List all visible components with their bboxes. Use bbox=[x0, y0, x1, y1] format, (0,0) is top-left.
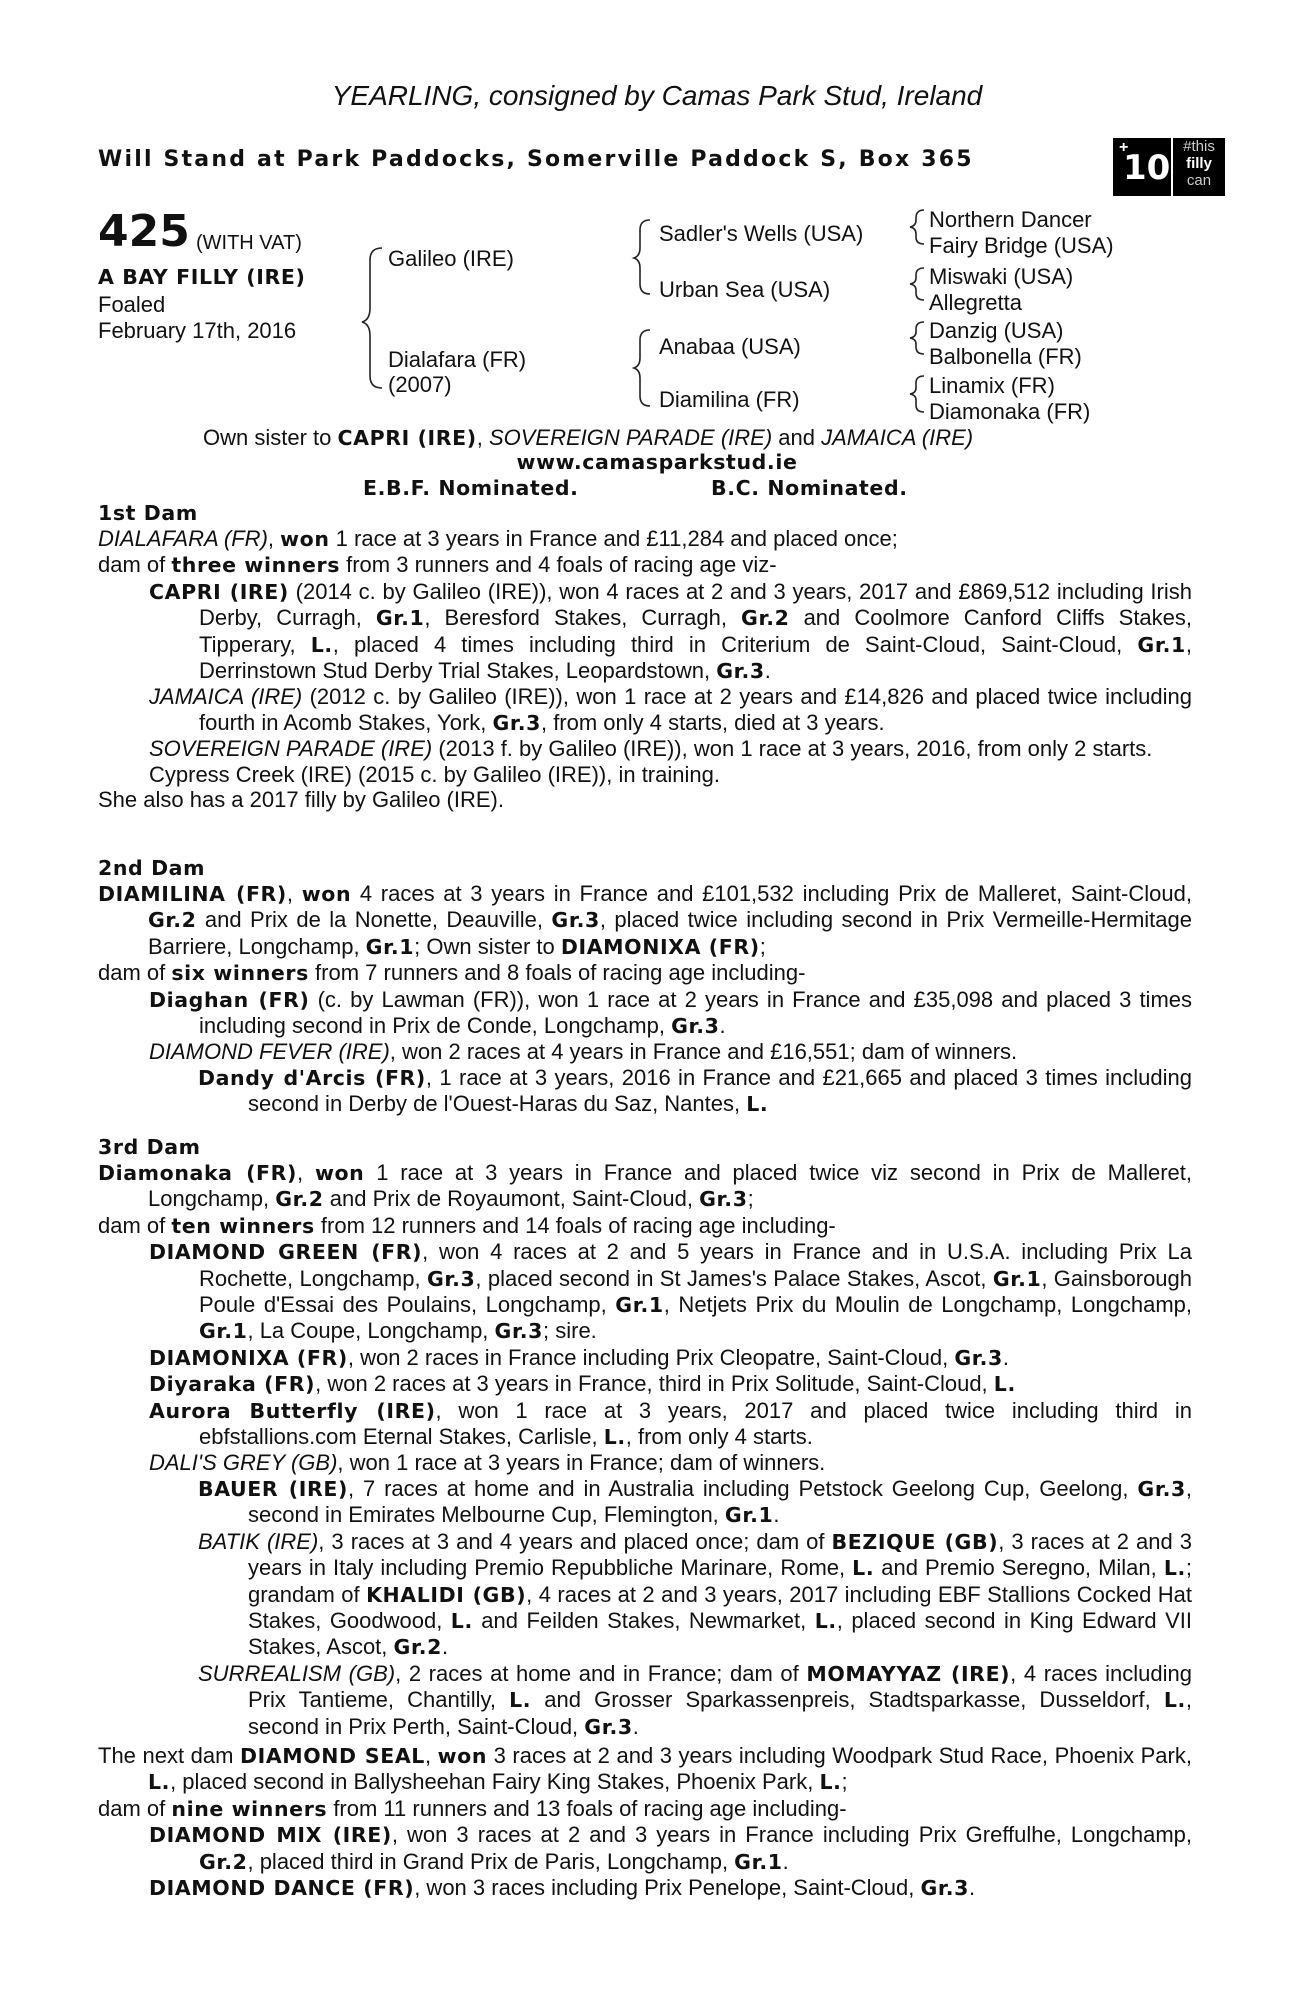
text-sep: , bbox=[286, 881, 302, 906]
sister-sep: , bbox=[476, 425, 489, 450]
horse-name: BAUER (IRE) bbox=[198, 1476, 348, 1501]
text: ; Own sister to bbox=[414, 933, 561, 959]
grade: Gr.3 bbox=[920, 1876, 969, 1901]
lot-name: A BAY FILLY (IRE) bbox=[98, 265, 306, 289]
produce-note-2017: She also has a 2017 filly by Galileo (IRE). bbox=[98, 787, 504, 813]
produce-diamonixa bbox=[98, 1345, 1192, 1371]
text: from 3 runners and 4 foals of racing age viz- bbox=[340, 552, 777, 578]
text: (2012 c. by Galileo (IRE)), won 1 race at 2 years and £14,826 and placed twice including fourth in Acomb Stakes, York, bbox=[199, 684, 1192, 735]
won-label: won bbox=[301, 882, 352, 906]
stand-location: Will Stand at Park Paddocks, Somerville Paddock S, Box 365 bbox=[98, 147, 974, 172]
text: dam of bbox=[98, 1795, 172, 1821]
pedigree-brackets bbox=[360, 200, 960, 430]
text: and Feilden Stakes, Newmarket, bbox=[472, 1607, 815, 1633]
text: , won 4 races at 2 and 5 years in France and in U.S.A. including Prix La Rochette, Longchamp, bbox=[199, 1239, 1192, 1291]
bracket-dd bbox=[910, 376, 924, 412]
text: dam of bbox=[98, 960, 172, 986]
grade: L. bbox=[1163, 1556, 1186, 1581]
bracket-sd bbox=[910, 268, 924, 300]
produce-diamond-dance bbox=[98, 1875, 1192, 1901]
horse-name: DIAMOND MIX (IRE) bbox=[149, 1823, 392, 1848]
pedigree-dds: Linamix (FR) bbox=[929, 373, 1055, 398]
grade: Gr.3 bbox=[1137, 1476, 1186, 1501]
horse-name: BATIK (IRE) bbox=[198, 1528, 319, 1554]
horse-name: DALI'S GREY (GB) bbox=[149, 1450, 338, 1476]
grade: Gr.1 bbox=[375, 606, 425, 631]
sister-and: and bbox=[772, 425, 822, 450]
plus10-logo bbox=[1113, 138, 1171, 196]
grade: Gr.3 bbox=[584, 1714, 633, 1739]
first-dam-section bbox=[98, 526, 1192, 812]
text: ; sire. bbox=[543, 1318, 597, 1344]
text: , 7 races at home and in Australia including Petstock Geelong Cup, Geelong, bbox=[347, 1475, 1138, 1501]
text: . bbox=[632, 1713, 639, 1739]
grade: Gr.2 bbox=[741, 606, 790, 631]
pedigree-sire: Galileo (IRE) bbox=[388, 246, 514, 271]
second-dam-heading: 2nd Dam bbox=[98, 856, 206, 880]
text: (2014 c. by Galileo (IRE)), won 4 races at 2 and 3 years, 2017 and £869,512 including Irish Derby, Curragh, bbox=[199, 578, 1192, 631]
text: , won 3 races at 2 and 3 years in France including Prix Greffulhe, Longchamp, bbox=[391, 1822, 1192, 1848]
horse-name: Dandy d'Arcis (FR) bbox=[198, 1065, 426, 1090]
pedigree-dam: Dialafara (FR) bbox=[388, 347, 527, 372]
pedigree-sss: Northern Dancer bbox=[929, 207, 1092, 232]
text: , Derrinstown Stud Derby Trial Stakes, Leopardstown, bbox=[199, 631, 1192, 684]
grade: Gr.1 bbox=[724, 1503, 774, 1528]
bracket-sire bbox=[634, 220, 650, 294]
grade: L. bbox=[603, 1425, 626, 1450]
text-sep: , bbox=[297, 1160, 315, 1185]
text: ; bbox=[747, 1186, 754, 1212]
text: , placed second in King Edward VII Stakes, Ascot, bbox=[248, 1607, 1192, 1660]
next-dam-produce-summary bbox=[98, 1796, 1192, 1822]
text: and Prix de la Nonette, Deauville, bbox=[196, 907, 552, 933]
pedigree-sire-sire: Sadler's Wells (USA) bbox=[659, 221, 864, 246]
grade: Gr.3 bbox=[716, 659, 765, 684]
horse-name: Aurora Butterfly (IRE) bbox=[149, 1398, 436, 1423]
pedigree-sire-dam: Urban Sea (USA) bbox=[659, 277, 831, 302]
text: , Netjets Prix du Moulin de Longchamp, Longchamp, bbox=[663, 1292, 1192, 1318]
grade: Gr.2 bbox=[393, 1635, 442, 1660]
second-dam-produce-summary bbox=[98, 960, 1192, 986]
logo-filly-text: filly bbox=[1186, 155, 1212, 172]
pedigree-dam-dam: Diamilina (FR) bbox=[659, 387, 800, 412]
text: . bbox=[764, 658, 771, 684]
produce-diyaraka bbox=[98, 1371, 1192, 1397]
grade: Gr.1 bbox=[199, 1319, 248, 1344]
consignor-line: YEARLING, consigned by Camas Park Stud, Ireland bbox=[331, 80, 983, 111]
produce-diamond-mix bbox=[98, 1822, 1192, 1875]
grade: Gr.2 bbox=[275, 1187, 324, 1212]
text: (c. by Lawman (FR)), won 1 race at 2 years in France and £35,098 and placed 3 times including second in Prix de Conde, Longchamp, bbox=[199, 986, 1193, 1039]
text: , from only 4 starts. bbox=[625, 1424, 813, 1450]
bc-nominated: B.C. Nominated. bbox=[711, 476, 908, 500]
grade: Gr.3 bbox=[551, 908, 600, 933]
text: , won 1 race at 3 years in France; dam of winners. bbox=[337, 1450, 826, 1476]
horse-name: DIAMOND SEAL bbox=[239, 1744, 425, 1768]
grade: Gr.3 bbox=[492, 710, 541, 735]
produce-sovereign-parade bbox=[98, 736, 1192, 761]
produce-dalis-grey bbox=[98, 1450, 1192, 1475]
bracket-dam bbox=[634, 330, 650, 406]
horse-name: SOVEREIGN PARADE (IRE) bbox=[149, 736, 433, 762]
produce-jamaica bbox=[98, 684, 1192, 736]
winners-count: three winners bbox=[171, 553, 340, 578]
text: . bbox=[441, 1634, 449, 1660]
produce-diaghan bbox=[98, 987, 1192, 1040]
horse-name: CAPRI (IRE) bbox=[149, 579, 289, 604]
text: , Gainsborough Poule d'Essai des Poulains, Longchamp, bbox=[199, 1265, 1193, 1318]
text: (2013 f. by Galileo (IRE)), won 1 race at 3 years, 2016, from only 2 starts. bbox=[432, 736, 1153, 762]
horse-name: DIAMONIXA (FR) bbox=[149, 1345, 348, 1370]
horse-name: Diaghan (FR) bbox=[149, 987, 310, 1012]
text: , placed third in Grand Prix de Paris, Longchamp, bbox=[247, 1848, 735, 1874]
third-dam-record bbox=[98, 1160, 1192, 1213]
horse-name: DIAMOND DANCE (FR) bbox=[149, 1876, 415, 1901]
text: , won 3 races including Prix Penelope, Saint-Cloud, bbox=[414, 1875, 921, 1901]
text: . bbox=[1002, 1344, 1009, 1370]
pedigree-sdd: Allegretta bbox=[929, 290, 1022, 315]
produce-diamond-fever bbox=[98, 1039, 1192, 1064]
website: www.camasparkstud.ie bbox=[516, 450, 798, 474]
text: , placed twice including second in Prix Vermeille-Hermitage Barriere, Longchamp, bbox=[148, 907, 1192, 959]
horse-name: Diamonaka (FR) bbox=[98, 1161, 297, 1185]
second-dam-section bbox=[98, 881, 1192, 1118]
text: and Premio Seregno, Milan, bbox=[874, 1555, 1164, 1581]
grade: Gr.2 bbox=[199, 1849, 248, 1874]
text: ; bbox=[841, 1769, 848, 1795]
foaled-label: Foaled bbox=[98, 292, 166, 317]
text: , Beresford Stakes, Curragh, bbox=[424, 605, 742, 631]
text: , won 2 races at 4 years in France and £16,551; dam of winners. bbox=[389, 1039, 1018, 1065]
produce-aurora-butterfly bbox=[98, 1398, 1192, 1451]
text: , from only 4 starts, died at 3 years. bbox=[540, 709, 885, 735]
text: , 3 races at 3 and 4 years and placed once; dam of bbox=[318, 1528, 832, 1554]
first-dam-detail: 1 race at 3 years in France and £11,284 and placed once; bbox=[329, 526, 898, 551]
grade: Gr.1 bbox=[992, 1266, 1042, 1291]
next-dam-section bbox=[98, 1743, 1192, 1901]
pedigree-ddd: Diamonaka (FR) bbox=[929, 399, 1091, 424]
text: ; grandam of bbox=[248, 1555, 1192, 1607]
text: 3 races at 2 and 3 years including Woodpark Stud Race, Phoenix Park, bbox=[487, 1743, 1192, 1768]
produce-dandy-darcis bbox=[98, 1065, 1192, 1118]
horse-name: MOMAYYAZ (IRE) bbox=[806, 1661, 1011, 1686]
pedigree-dsd: Balbonella (FR) bbox=[929, 344, 1082, 369]
third-dam-produce-summary bbox=[98, 1213, 1192, 1239]
winners-count: six winners bbox=[171, 961, 309, 986]
first-dam-record bbox=[98, 526, 1192, 552]
text: . bbox=[773, 1502, 780, 1528]
text: and Grosser Sparkassenpreis, Stadtsparkasse, Dusseldorf, bbox=[531, 1687, 1164, 1713]
grade: L. bbox=[450, 1608, 473, 1633]
grade: L. bbox=[509, 1688, 532, 1713]
produce-surrealism bbox=[98, 1661, 1192, 1740]
grade: Gr.3 bbox=[671, 1014, 720, 1039]
text: , La Coupe, Longchamp, bbox=[247, 1318, 495, 1344]
text: from 12 runners and 14 foals of racing age including- bbox=[314, 1212, 836, 1238]
text: and Coolmore Canford Cliffs Stakes, Tipperary, bbox=[199, 605, 1193, 657]
text: from 11 runners and 13 foals of racing age including- bbox=[327, 1795, 847, 1821]
text: , won 2 races in France including Prix Cleopatre, Saint-Cloud, bbox=[347, 1344, 955, 1370]
text: , placed second in St James's Palace Stakes, Ascot, bbox=[475, 1265, 993, 1291]
text-sep: , bbox=[424, 1743, 438, 1768]
third-dam-heading: 3rd Dam bbox=[98, 1135, 201, 1159]
grade: L. bbox=[814, 1608, 837, 1633]
grade: Gr.3 bbox=[426, 1266, 476, 1291]
text: , 3 races at 2 and 3 years in Italy including Premio Repubbliche Marinare, Rome, bbox=[248, 1528, 1192, 1581]
pedigree-dss: Danzig (USA) bbox=[929, 318, 1064, 343]
sister-line bbox=[203, 425, 973, 451]
pedigree-dam-sire: Anabaa (USA) bbox=[659, 334, 801, 359]
horse-name: KHALIDI (GB) bbox=[366, 1582, 527, 1607]
grade: Gr.1 bbox=[615, 1293, 664, 1318]
produce-cypress-creek: Cypress Creek (IRE) (2015 c. by Galileo (IRE)), in training. bbox=[149, 761, 720, 787]
produce-batik bbox=[98, 1529, 1192, 1661]
grade: L. bbox=[819, 1770, 842, 1795]
grade: Gr.3 bbox=[954, 1345, 1003, 1370]
text: dam of bbox=[98, 552, 172, 578]
next-dam-record bbox=[98, 1743, 1192, 1796]
text: The next dam bbox=[98, 1743, 240, 1768]
text: ; bbox=[759, 933, 766, 959]
logo-can-text: can bbox=[1186, 172, 1212, 189]
first-dam-produce-summary bbox=[98, 552, 1192, 578]
text: , won 1 race at 3 years, 2017 and placed twice including third in ebfstallions.com Eternal Stakes, Carlisle, bbox=[199, 1397, 1192, 1450]
horse-name: SURREALISM (GB) bbox=[198, 1660, 396, 1686]
text: , second in Emirates Melbourne Cup, Flemington, bbox=[248, 1475, 1192, 1528]
bracket-main bbox=[362, 248, 382, 388]
text: , won 2 races at 3 years in France, third in Prix Solitude, Saint-Cloud, bbox=[315, 1371, 994, 1397]
text: 4 races at 3 years in France and £101,532 including Prix de Malleret, Saint-Cloud, bbox=[351, 881, 1192, 906]
text-sep: , bbox=[267, 526, 281, 551]
won-label: won bbox=[437, 1744, 488, 1768]
text: and Prix de Royaumont, Saint-Cloud, bbox=[323, 1186, 700, 1212]
lot-number: 425 bbox=[98, 206, 190, 257]
text: , placed second in Ballysheehan Fairy King Stakes, Phoenix Park, bbox=[170, 1769, 820, 1795]
grade: Gr.1 bbox=[734, 1849, 783, 1874]
grade: L. bbox=[148, 1770, 171, 1795]
foaled-date: February 17th, 2016 bbox=[98, 318, 297, 343]
grade: L. bbox=[1163, 1688, 1186, 1713]
grade: L. bbox=[993, 1372, 1016, 1397]
produce-bauer bbox=[98, 1476, 1192, 1529]
grade: L. bbox=[852, 1556, 875, 1581]
bracket-ss bbox=[910, 210, 924, 244]
pedigree-sds: Miswaki (USA) bbox=[929, 264, 1074, 289]
text: , placed 4 times including third in Criterium de Saint-Cloud, Saint-Cloud, bbox=[332, 631, 1138, 657]
grade: L. bbox=[310, 632, 333, 657]
horse-name: JAMAICA (IRE) bbox=[149, 684, 303, 710]
winners-count: nine winners bbox=[171, 1796, 328, 1821]
winners-count: ten winners bbox=[171, 1213, 315, 1238]
grade: Gr.1 bbox=[1137, 632, 1186, 657]
won-label: won bbox=[280, 527, 330, 551]
logo-hash-text: #this bbox=[1183, 138, 1215, 155]
text: , second in Prix Perth, Saint-Cloud, bbox=[248, 1687, 1193, 1739]
sister-jamaica: JAMAICA (IRE) bbox=[821, 425, 974, 450]
horse-name: DIAMOND GREEN (FR) bbox=[149, 1240, 423, 1265]
second-dam-record bbox=[98, 881, 1192, 960]
grade: L. bbox=[746, 1092, 769, 1117]
text: , 2 races at home and in France; dam of bbox=[395, 1660, 807, 1686]
horse-name: DIAMONIXA (FR) bbox=[560, 934, 760, 959]
won-label: won bbox=[314, 1161, 365, 1185]
text: , 1 race at 3 years, 2016 in France and £21,665 and placed 3 times including second in Derby de l'Ouest-Haras du Saz, Nantes, bbox=[248, 1064, 1192, 1117]
ten-number: 10 bbox=[1123, 148, 1171, 188]
text: . bbox=[782, 1848, 789, 1874]
produce-capri bbox=[98, 579, 1192, 685]
grade: Gr.3 bbox=[494, 1319, 543, 1344]
text: . bbox=[719, 1013, 726, 1039]
produce-diamond-green bbox=[98, 1239, 1192, 1345]
vat-note: (WITH VAT) bbox=[196, 232, 302, 254]
sister-capri: CAPRI (IRE) bbox=[337, 426, 477, 450]
grade: Gr.2 bbox=[148, 908, 197, 933]
ebf-nominated: E.B.F. Nominated. bbox=[363, 476, 579, 500]
first-dam-name: DIALAFARA (FR) bbox=[98, 526, 268, 551]
pedigree-dam-year: (2007) bbox=[388, 372, 452, 397]
horse-name: DIAMOND FEVER (IRE) bbox=[149, 1039, 390, 1065]
bracket-ds bbox=[910, 322, 924, 354]
text: . bbox=[968, 1875, 976, 1901]
sister-sovereign: SOVEREIGN PARADE (IRE) bbox=[488, 425, 773, 450]
plus-sign: + bbox=[1119, 139, 1129, 156]
horse-name: BEZIQUE (GB) bbox=[831, 1529, 999, 1554]
grade: Gr.3 bbox=[699, 1187, 748, 1212]
third-dam-section bbox=[98, 1160, 1192, 1740]
sister-pre: Own sister to bbox=[203, 425, 338, 450]
pedigree-ssd: Fairy Bridge (USA) bbox=[929, 233, 1114, 258]
horse-name: DIAMILINA (FR) bbox=[98, 882, 287, 906]
horse-name: Diyaraka (FR) bbox=[149, 1372, 316, 1397]
text: dam of bbox=[98, 1212, 172, 1238]
text: 1 race at 3 years in France and placed twice viz second in Prix de Malleret, Longchamp, bbox=[148, 1160, 1192, 1212]
this-filly-can-logo bbox=[1173, 138, 1225, 196]
text: , 4 races including Prix Tantieme, Chantilly, bbox=[248, 1660, 1192, 1713]
text: , 4 races at 2 and 3 years, 2017 including EBF Stallions Cocked Hat Stakes, Goodwood, bbox=[248, 1581, 1193, 1633]
first-dam-heading: 1st Dam bbox=[98, 501, 198, 525]
text: from 7 runners and 8 foals of racing age including- bbox=[308, 960, 806, 986]
grade: Gr.1 bbox=[365, 934, 415, 959]
